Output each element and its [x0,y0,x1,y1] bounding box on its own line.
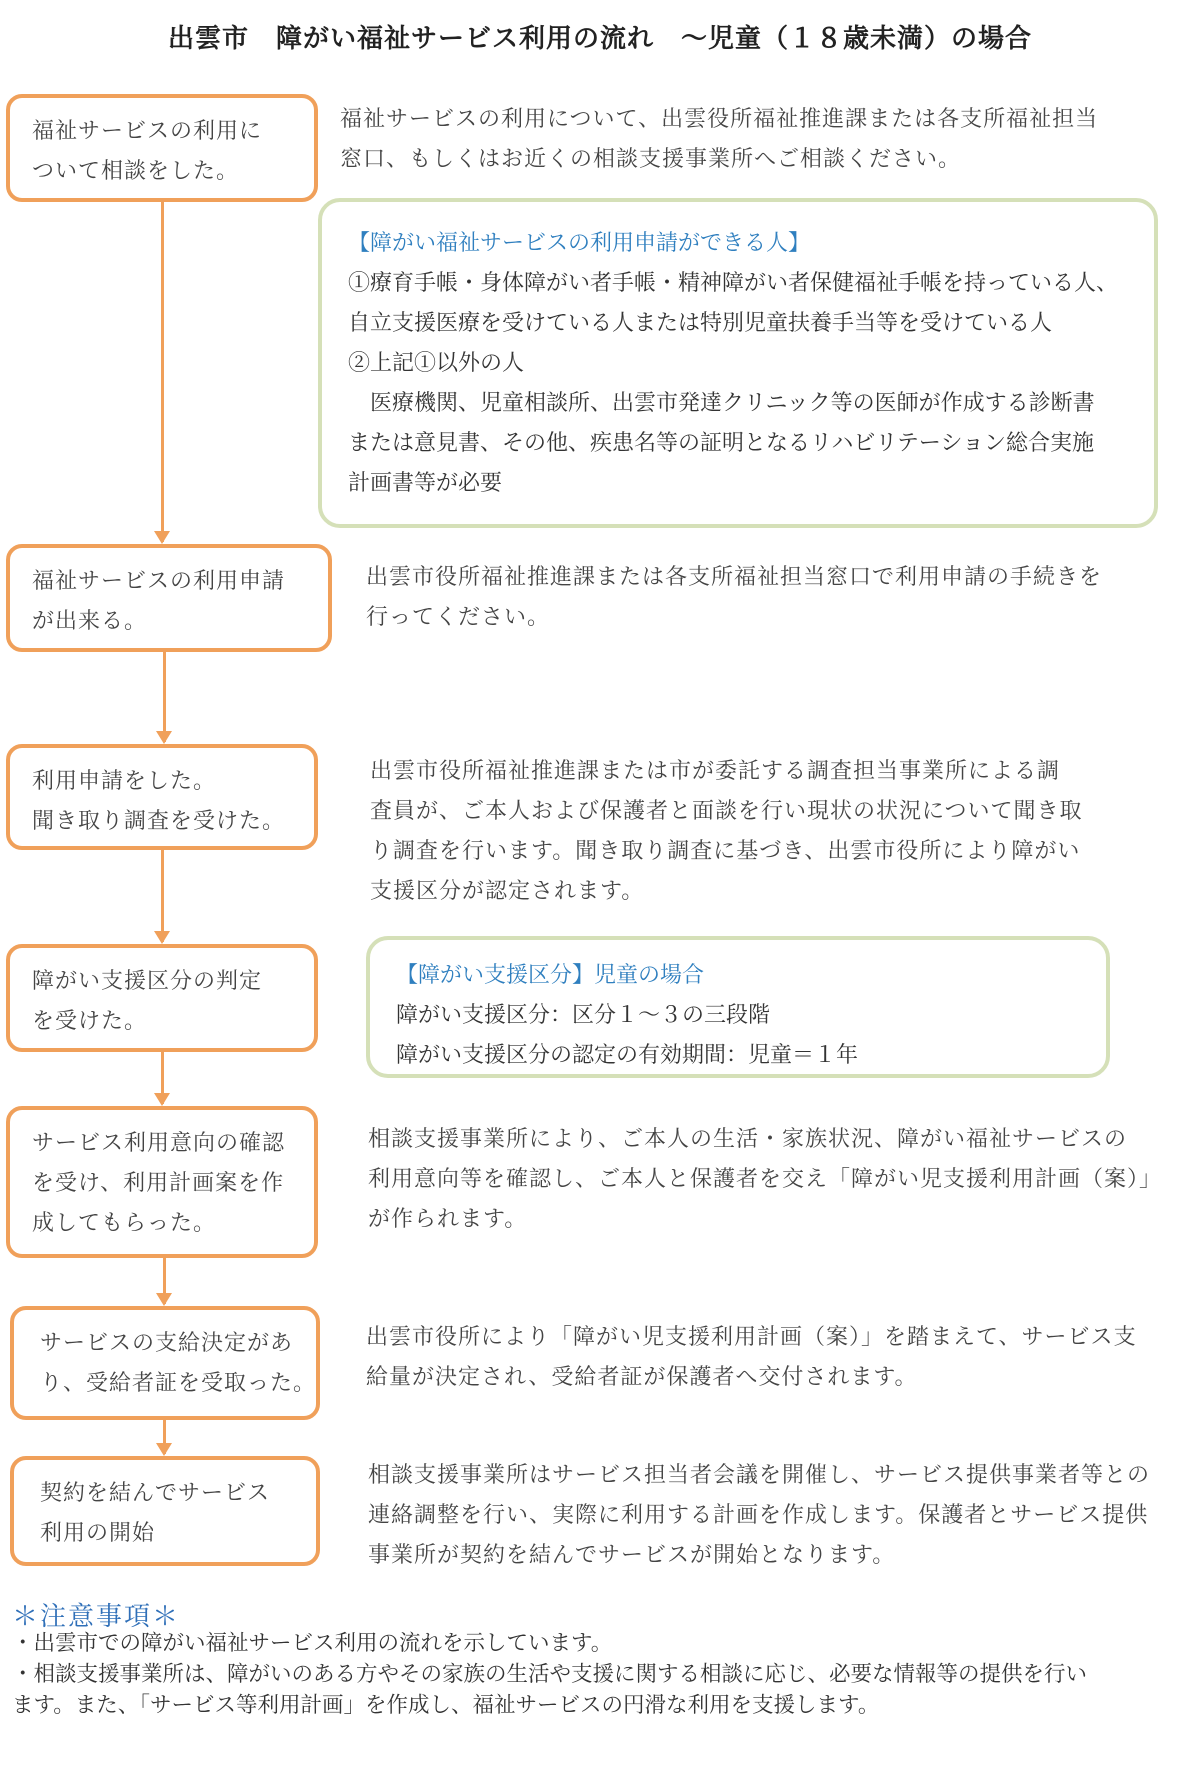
description-line: 福祉サービスの利用について、出雲役所福祉推進課または各支所福祉担当 [340,107,1099,132]
description-line: 窓口、もしくはお近くの相談支援事業所へご相談ください。 [340,147,962,172]
classification-line: 障がい支援区分の認定の有効期間：児童＝１年 [396,1043,859,1068]
step-text-line: ついて相談をした。 [32,159,240,184]
description-line: 出雲市役所福祉推進課または市が委託する調査担当事業所による調 [370,759,1061,784]
step-text-line: を受け、利用計画案を作 [32,1171,285,1196]
eligibility-info-box [318,198,1158,528]
description-line: 査員が、ご本人および保護者と面談を行い現状の状況について聞き取 [370,799,1083,824]
flow-step-application-possible [6,544,332,652]
flow-arrow [163,1258,166,1304]
description-line: 相談支援事業所はサービス担当者会議を開催し、サービス提供事業者等との [368,1463,1151,1488]
flow-step-consultation [6,94,318,202]
step-description-application [366,558,1102,638]
flow-arrow [163,652,166,742]
step-description-benefit-decision [366,1318,1137,1398]
flow-arrow [161,1052,164,1104]
flow-arrow [161,850,164,942]
eligibility-line: 計画書等が必要 [348,471,503,496]
description-line: 出雲市役所福祉推進課または各支所福祉担当窓口で利用申請の手続きを [366,565,1103,590]
notes-title: ＊注意事項＊ [12,1602,181,1632]
description-line: 相談支援事業所により、ご本人の生活・家族状況、障がい福祉サービスの [368,1127,1128,1152]
step-text-line: 利用申請をした。 [32,769,217,794]
flow-arrow [163,1420,166,1454]
description-line: 出雲市役所により「障がい児支援利用計画（案）」を踏まえて、サービス支 [366,1325,1137,1350]
step-text-line: を受けた。 [32,1009,148,1034]
note-line: ・出雲市での障がい福祉サービス利用の流れを示しています。 [12,1631,613,1656]
notes-section [12,1628,1192,1721]
page-title: 出雲市 障がい福祉サービス利用の流れ ～児童（１８歳未満）の場合 [167,24,1032,54]
description-line: り調査を行います。聞き取り調査に基づき、出雲市役所により障がい [370,839,1081,864]
step-text-line: 福祉サービスの利用に [32,119,263,144]
step-description-interview [370,752,1083,912]
eligibility-line: ②上記①以外の人 [348,351,525,376]
step-text-line: 障がい支援区分の判定 [32,969,263,994]
note-line: ます。また、「サービス等利用計画」を作成し、福祉サービスの円滑な利用を支援します。 [12,1693,880,1718]
description-line: 連絡調整を行い、実際に利用する計画を作成します。保護者とサービス提供 [368,1503,1149,1528]
description-line: 行ってください。 [366,605,551,630]
eligibility-line: または意見書、その他、疾患名等の証明となるリハビリテーション総合実施 [348,431,1095,456]
flow-step-classification [6,944,318,1052]
description-line: 利用意向等を確認し、ご本人と保護者を交え「障がい児支援利用計画（案）」 [368,1167,1163,1192]
eligibility-line: 自立支援医療を受けている人または特別児童扶養手当等を受けている人 [348,311,1053,336]
step-text-line: が出来る。 [32,609,148,634]
description-line: 給量が決定され、受給者証が保護者へ交付されます。 [366,1365,918,1390]
step-description-plan-draft [368,1120,1162,1240]
step-text-line: 成してもらった。 [32,1211,217,1236]
step-text-line: サービス利用意向の確認 [32,1131,286,1156]
description-line: 支援区分が認定されます。 [370,879,645,904]
step-text-line: サービスの支給決定があ [40,1331,294,1356]
classification-info-box [366,936,1110,1078]
classification-line: 障がい支援区分：区分１～３の三段階 [396,1003,771,1028]
step-description-contract [368,1456,1150,1576]
step-text-line: 契約を結んでサービス [40,1481,271,1506]
note-line: ・相談支援事業所は、障がいのある方やその家族の生活や支援に関する相談に応じ、必要な情報等の提供を行い [12,1662,1088,1687]
flow-arrow [161,202,164,542]
description-line: 事業所が契約を結んでサービスが開始となります。 [368,1543,896,1568]
flow-step-plan-draft [6,1106,318,1258]
flow-step-contract [10,1456,320,1566]
classification-header: 【障がい支援区分】児童の場合 [396,963,705,988]
step-text-line: 利用の開始 [40,1521,156,1546]
description-line: が作られます。 [368,1207,528,1232]
eligibility-line: 医療機関、児童相談所、出雲市発達クリニック等の医師が作成する診断書 [348,391,1095,416]
step-text-line: 聞き取り調査を受けた。 [32,809,286,834]
step-text-line: 福祉サービスの利用申請 [32,569,286,594]
step-text-line: り、受給者証を受取った。 [40,1371,317,1396]
eligibility-line: ①療育手帳・身体障がい者手帳・精神障がい者保健福祉手帳を持っている人、 [348,271,1119,296]
flow-step-benefit-decision [10,1306,320,1420]
flow-step-interview [6,744,318,850]
eligibility-header: 【障がい福祉サービスの利用申請ができる人】 [348,231,811,256]
step-description-consultation [340,100,1098,180]
